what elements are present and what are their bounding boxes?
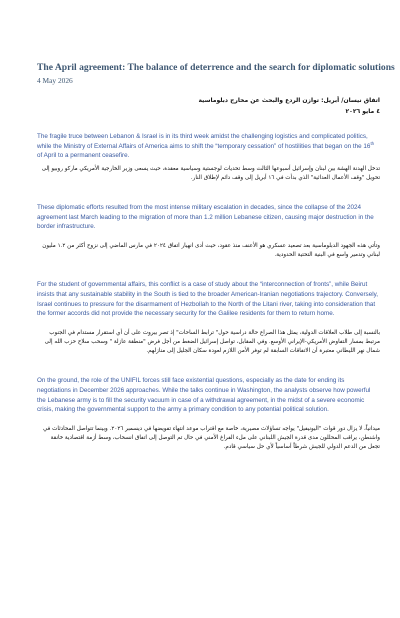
arabic-title: اتفاق نيسان/ أبريل: توازن الردع والبحث عن مخارج دبلوماسية <box>198 97 380 104</box>
english-paragraph: On the ground, the role of the UNIFIL forces still face existential questions, especially as the date for ending its negotiations in December 2026 approaches. While the talks continue in Washington, the analysts observe how powerful the Lebanese army is to fill the security vacuum in case of a withdrawal agreement, in the midst of a severe economic crisis, making the governmental support to the army a primary condition to any potential political solution. <box>37 377 371 414</box>
arabic-paragraph: وتأتي هذه الجهود الدبلوماسية بعد تصعيد عسكري هو الأعنف منذ عقود، حيث أدى انهيار اتفاق ٢٠٢٤ في مارس الماضي إلى نزوح أكثر من ١.٢ مليون لبناني وتدمير واسع في البنية التحتية الحدودية. <box>42 242 380 259</box>
section-4 <box>37 376 380 452</box>
english-text-end: of April to a permanent ceasefire. <box>37 152 130 160</box>
article-date: 4 May 2026 <box>37 76 73 85</box>
english-text: The fragile truce between Lebanon & Israel is in its third week amidst the challenging logistics and complicated politics, while the Ministry of External Affairs of America aims to shift the “temporary cessation” of hostilities that began on the 16 <box>37 133 371 150</box>
ordinal-suffix: th <box>370 140 375 146</box>
arabic-paragraph: بالنسبة إلى طلاب العلاقات الدولية، يمثل هذا الصراع حالة دراسية حول" ترابط الساحات" إذ تصر بيروت على أن أي استقرار مستدام في الجنوب مرتبط بمسار التفاوض الأمريكي-الإيراني الأوسع. وفي المقابل، تواصل إسرائيل الضغط من أجل فرض "منطقة عازلة " وسحب سلاح حزب الله إلى شمال نهر الليطاني معتبرة أن الاتفاقات السابقة لم توفر الأمن اللازم لعودة سكان الجليل إلى منازلهم. <box>44 329 380 355</box>
arabic-date: ٤ مايو ٢٠٢٦ <box>345 108 380 115</box>
section-1 <box>37 132 380 183</box>
english-paragraph: These diplomatic efforts resulted from the most intense military escalation in decades, since the collapse of the 2024 agreement last March leading to the migration of more than 1.2 million Lebanese citizen, causing major destruction in the border infrastructure. <box>37 204 374 231</box>
arabic-paragraph: تدخل الهدنة الهشة بين لبنان وإسرائيل أسبوعها الثالث وسط تحديات لوجستية وسياسية معقدة، حيث يسعى وزير الخارجية الأمريكي ماركو روبيو إلى تحويل "وقف الأعمال العدائية" الذي بدأت في ١٦ أبريل إلى وقف دائم لإطلاق النار. <box>41 165 380 181</box>
section-3 <box>37 280 380 356</box>
arabic-paragraph: ميدانياً، لا يزال دور قوات "اليونيفيل" يواجه تساؤلات مصيرية، خاصة مع اقتراب موعد انتهاء تفويضها في ديسمبر ٢٠٢٦. وبينما تتواصل المحادثات في واشنطن، يراقب المحللون مدى قدرة الجيش اللبناني على ملء الفراغ الأمني في حال تم التوصل إلى اتفاق انسحاب، وسط أزمة اقتصادية خانقة تجعل من الدعم الدولي للجيش شرطاً أساسياً لأي حل سياسي قادم. <box>43 425 380 451</box>
section-2 <box>37 203 380 260</box>
article-title: The April agreement: The balance of deterrence and the search for diplomatic solutions <box>37 62 395 73</box>
english-paragraph: For the student of governmental affairs, this conflict is a case of study about the “interconnection of fronts”, while Beirut insists that any sustainable stability in the South is tied to the broader American-Iranian negotiations trajectory. Conversely, Israel continues to pressure for the disarmament of Hezbollah to the North of the Litani river, taking into consideration that the former accords did not provide the necessary security for the Galilee residents for them to return home. <box>37 281 379 318</box>
english-paragraph <box>37 132 380 161</box>
